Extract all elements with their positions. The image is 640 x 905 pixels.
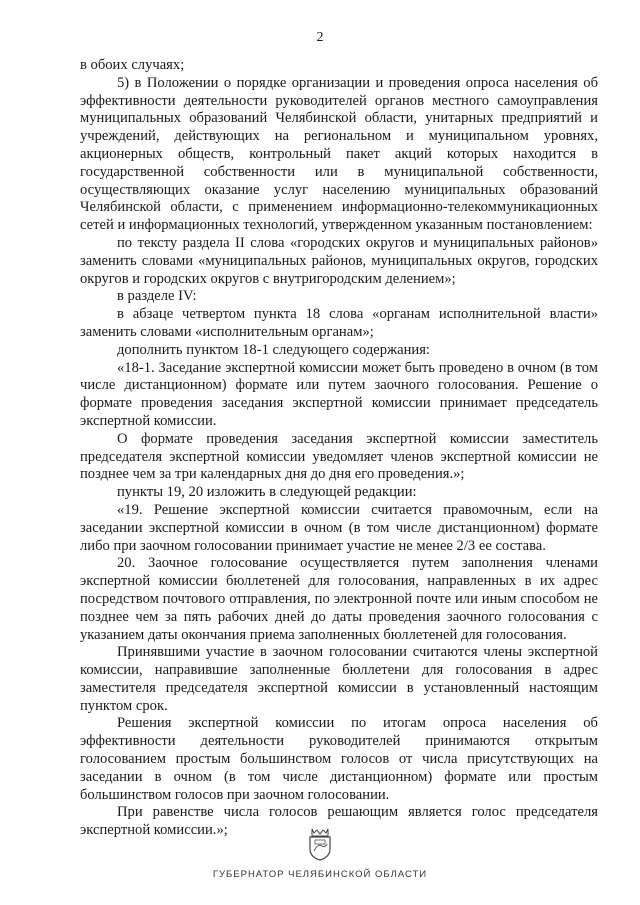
- paragraph: в разделе IV:: [117, 288, 197, 305]
- paragraph: в обоих случаях;: [80, 57, 185, 73]
- paragraph: по тексту раздела II слова «городских округов и муниципальных районов» заменить словами «муниципальных районов, муниципальных округов, городских округов и городских округов с внутригородским делением»;: [80, 234, 598, 287]
- paragraph: «19. Решение экспертной комиссии считается правомочным, если на заседании экспертной комиссии в очном (в том числе дистанционном) формате либо при заочном голосовании принимает участие не менее 2/3 ее состава.: [80, 501, 598, 554]
- footer: [0, 827, 640, 880]
- paragraph: 5) в Положении о порядке организации и проведения опроса населения об эффективности деятельности руководителей органов местного самоуправления муниципальных образований Челябинской области, унитарных предприятий и учреждений, действующих на региональном и муниципальном уровнях, акционерных обществ, контрольный пакет акций которых находится в государственной собственности или в муниципальной собственности, осуществляющих оказание услуг населению муниципальных образований Челябинской области, с применением информационно-телекоммуникационных сетей и информационных технологий, утвержденном указанным постановлением:: [80, 74, 598, 234]
- paragraph: дополнить пунктом 18-1 следующего содержания:: [117, 341, 430, 358]
- paragraph: в абзаце четвертом пункта 18 слова «органам исполнительной власти» заменить словами «исполнительным органам»;: [80, 306, 598, 340]
- paragraph: При равенстве числа голосов решающим является голос председателя экспертной комиссии.»;: [80, 804, 598, 839]
- page-number: 2: [316, 30, 324, 45]
- chelyabinsk-coat-of-arms-icon: [305, 827, 335, 861]
- paragraph: Решения экспертной комиссии по итогам опроса населения об эффективности деятельности руководителей принимаются открытым голосованием простым большинством голосов от числа присутствующих на заседании в очном (в том числе дистанционном) формате или простым большинством голосов при заочном голосовании.: [80, 715, 598, 803]
- footer-text: ГУБЕРНАТОР ЧЕЛЯБИНСКОЙ ОБЛАСТИ: [212, 869, 428, 880]
- paragraph: «18-1. Заседание экспертной комиссии может быть проведено в очном (в том числе дистанционном) формате или путем заочного голосования. Решение о формате проведения заседания экспертной комиссии принимает председатель экспертной комиссии.: [80, 359, 598, 429]
- document-body: [80, 57, 598, 840]
- paragraph: пункты 19, 20 изложить в следующей редакции:: [117, 484, 417, 501]
- paragraph: О формате проведения заседания экспертной комиссии заместитель председателя экспертной комиссии уведомляет членов экспертной комиссии не позднее чем за три календарных дня до дня его проведения.»;: [80, 430, 598, 483]
- paragraph: Принявшими участие в заочном голосовании считаются члены экспертной комиссии, направившие заполненные бюллетени для голосования в адрес заместителя председателя экспертной комиссии в установленный настоящим пунктом срок.: [80, 644, 598, 714]
- paragraph: 20. Заочное голосование осуществляется путем заполнения членами экспертной комиссии бюллетеней для голосования, направленных в их адрес посредством почтового отправления, по электронной почте или иным способом не позднее чем за пять рабочих дней до даты проведения заочного голосования с указанием даты окончания приема заполненных бюллетеней для голосования.: [80, 555, 598, 643]
